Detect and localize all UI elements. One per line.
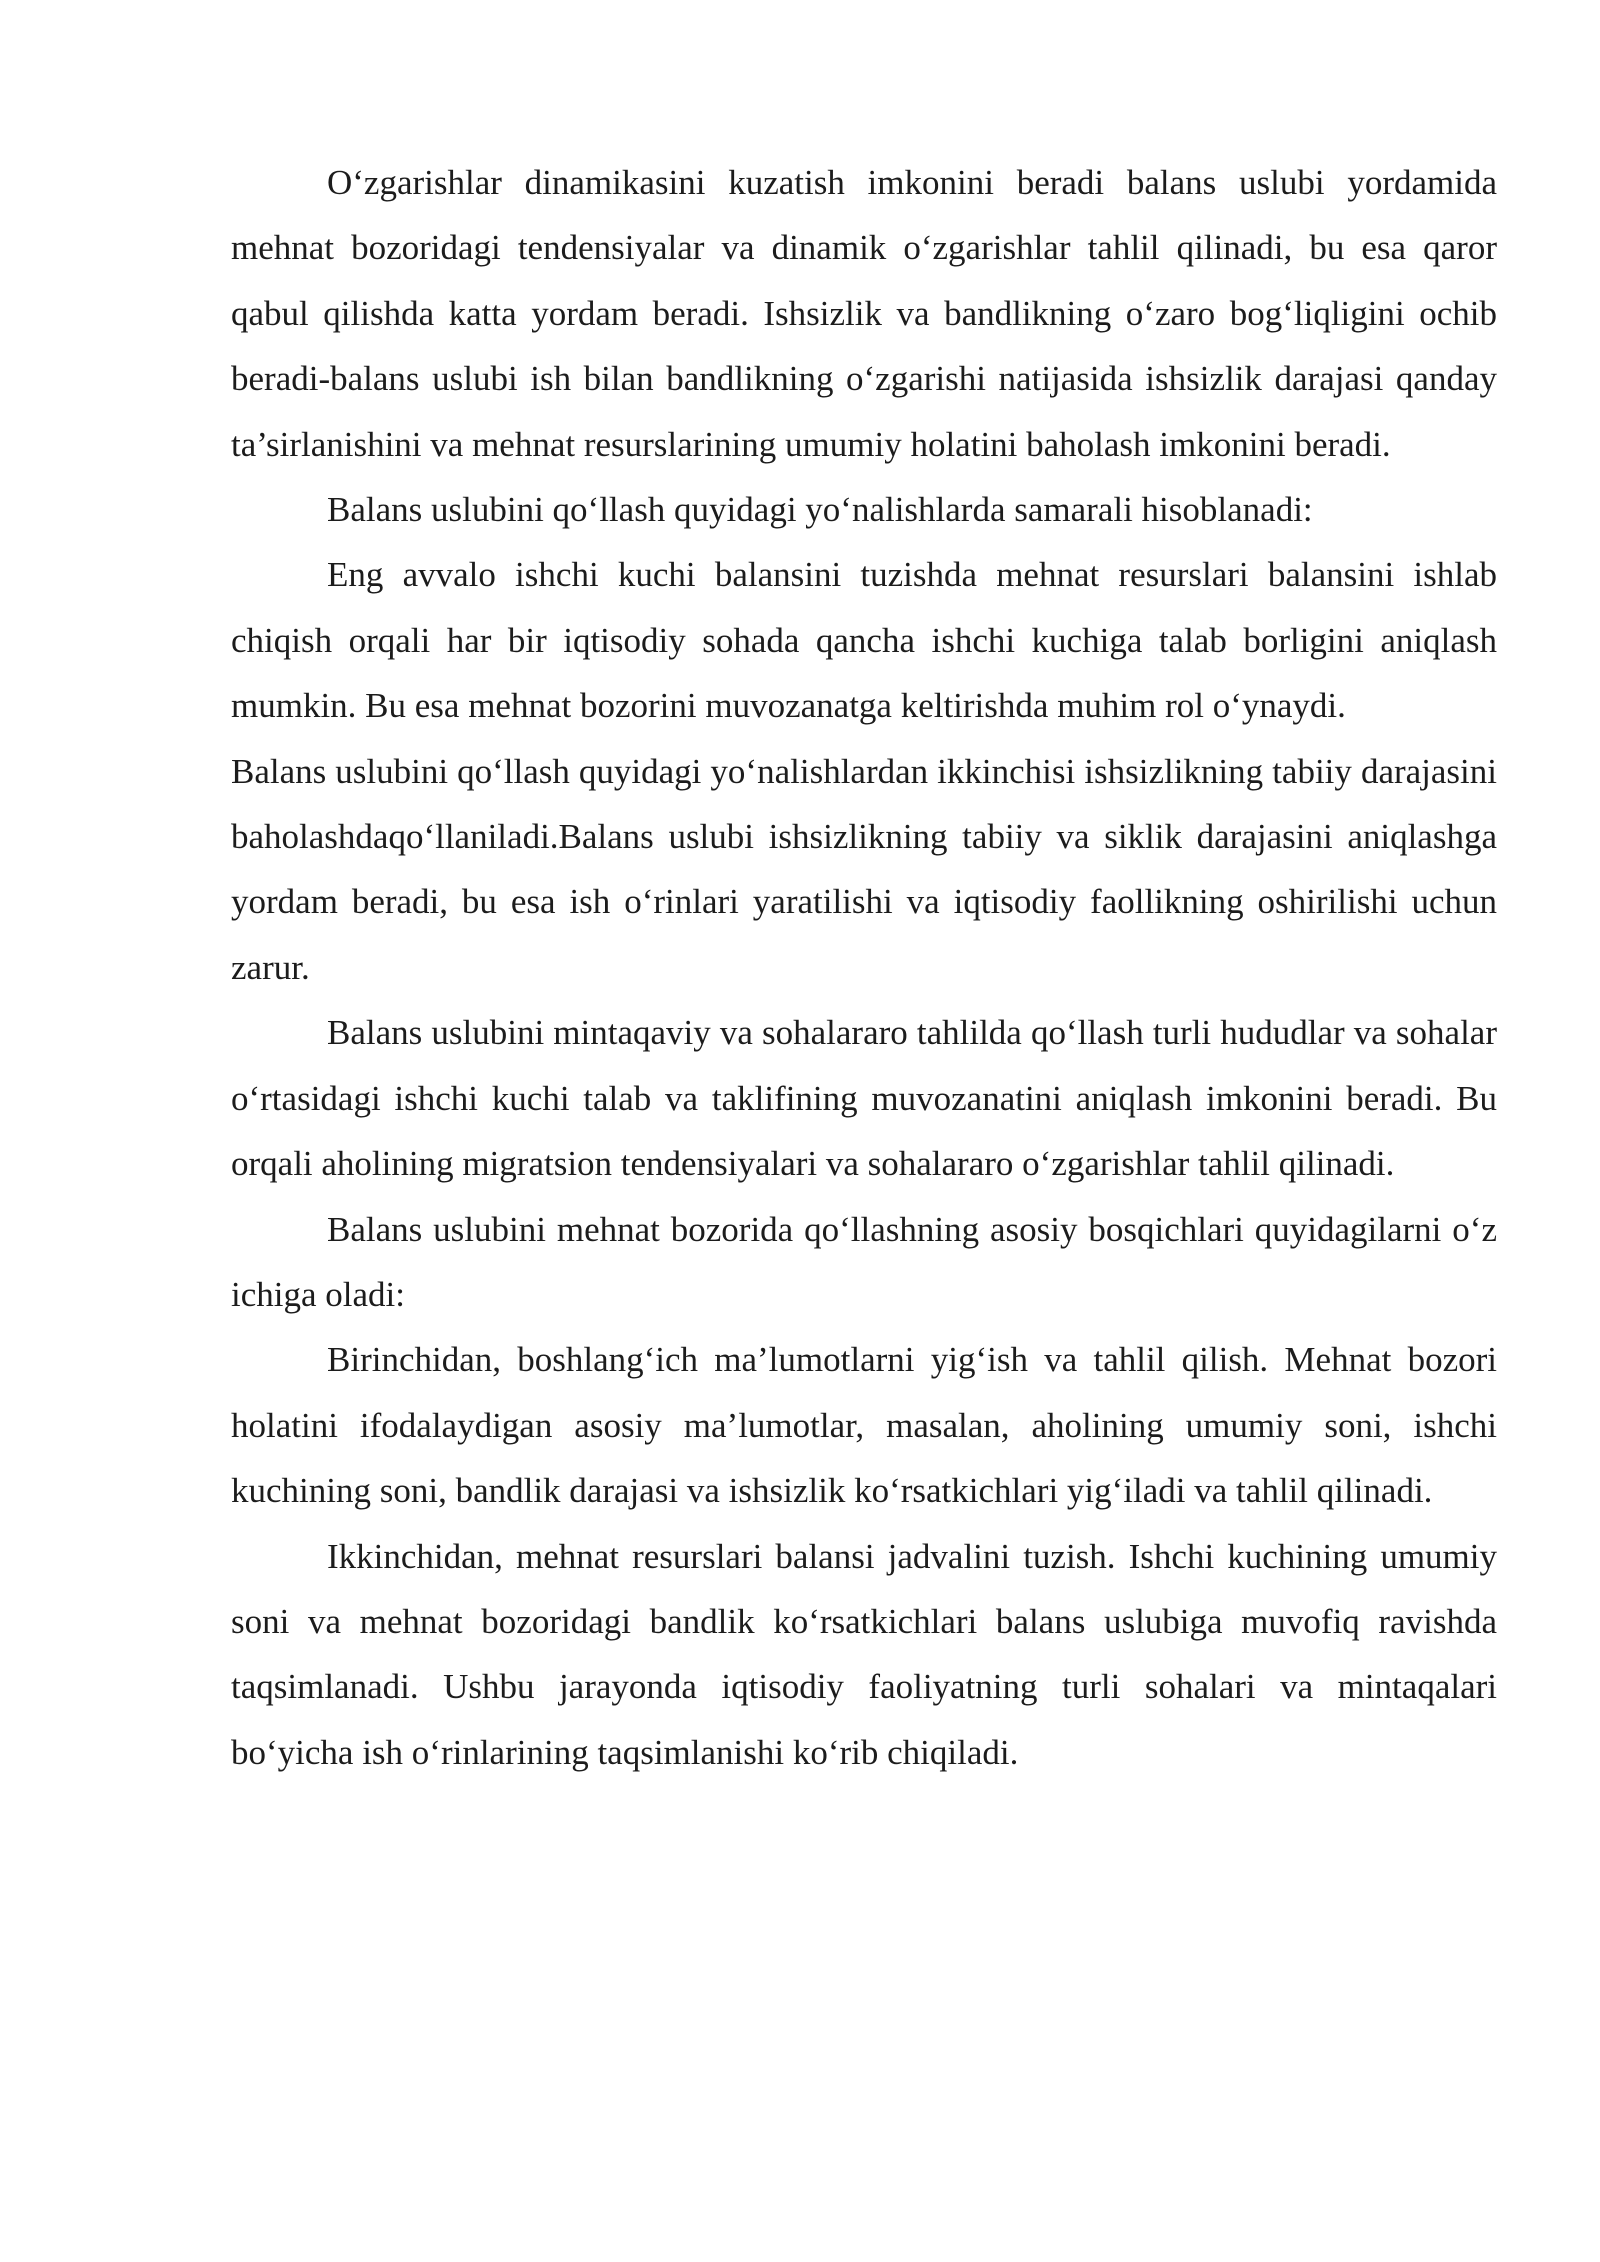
paragraph-second-stage: Ikkinchidan, mehnat resurslari balansi jadvalini tuzish. Ishchi kuchining umumiy soni va mehnat bozoridagi bandlik ko‘rsatkichlari balans uslubiga muvofiq ravishda taqsimlanadi. Ushbu jarayonda iqtisodiy faoliyatning turli sohalari va mintaqalari bo‘yicha ish o‘rinlarining taqsimlanishi ko‘rib chiqiladi. xyxy=(231,1536,1497,1772)
paragraph-natural-unemployment: Balans uslubini qo‘llash quyidagi yo‘nalishlardan ikkinchisi ishsizlikning tabiiy darajasini baholashdaqo‘llaniladi.Balans uslubi ishsizlikning tabiiy va siklik darajasini aniqlashga yordam beradi, bu esa ish o‘rinlari yaratilishi va iqtisodiy faollikning oshirilishi uchun zarur. xyxy=(231,751,1497,987)
paragraph-balance-dynamics: O‘zgarishlar dinamikasini kuzatish imkonini beradi balans uslubi yordamida mehnat bozoridagi tendensiyalar va dinamik o‘zgarishlar tahlil qilinadi, bu esa qaror qabul qilishda katta yordam beradi. Ishsizlik va bandlikning o‘zaro bog‘liqligini ochib beradi-balans uslubi ish bilan bandlikning o‘zgarishi natijasida ishsizlik darajasi qanday ta’sirlanishini va mehnat resurslarining umumiy holatini baholash imkonini beradi. xyxy=(231,163,1497,464)
document-page xyxy=(231,150,1497,1785)
paragraph-application-directions: Balans uslubini qo‘llash quyidagi yo‘nalishlarda samarali hisoblanadi: xyxy=(327,490,1313,530)
paragraph-main-stages: Balans uslubini mehnat bozorida qo‘llashning asosiy bosqichlari quyidagilarni o‘z ichiga oladi: xyxy=(231,1209,1497,1314)
paragraph-regional-analysis: Balans uslubini mintaqaviy va sohalararo tahlilda qo‘llash turli hududlar va sohalar o‘rtasidagi ishchi kuchi talab va taklifining muvozanatini aniqlash imkonini beradi. Bu orqali aholining migratsion tendensiyalari va sohalararo o‘zgarishlar tahlil qilinadi. xyxy=(231,1013,1497,1184)
paragraph-labor-force-balance: Eng avvalo ishchi kuchi balansini tuzishda mehnat resurslari balansini ishlab chiqish orqali har bir iqtisodiy sohada qancha ishchi kuchiga talab borligini aniqlash mumkin. Bu esa mehnat bozorini muvozanatga keltirishda muhim rol o‘ynaydi. xyxy=(231,555,1497,726)
paragraph-first-stage: Birinchidan, boshlang‘ich ma’lumotlarni yig‘ish va tahlil qilish. Mehnat bozori holatini ifodalaydigan asosiy ma’lumotlar, masalan, aholining umumiy soni, ishchi kuchining soni, bandlik darajasi va ishsizlik ko‘rsatkichlari yig‘iladi va tahlil qilinadi. xyxy=(231,1340,1497,1511)
